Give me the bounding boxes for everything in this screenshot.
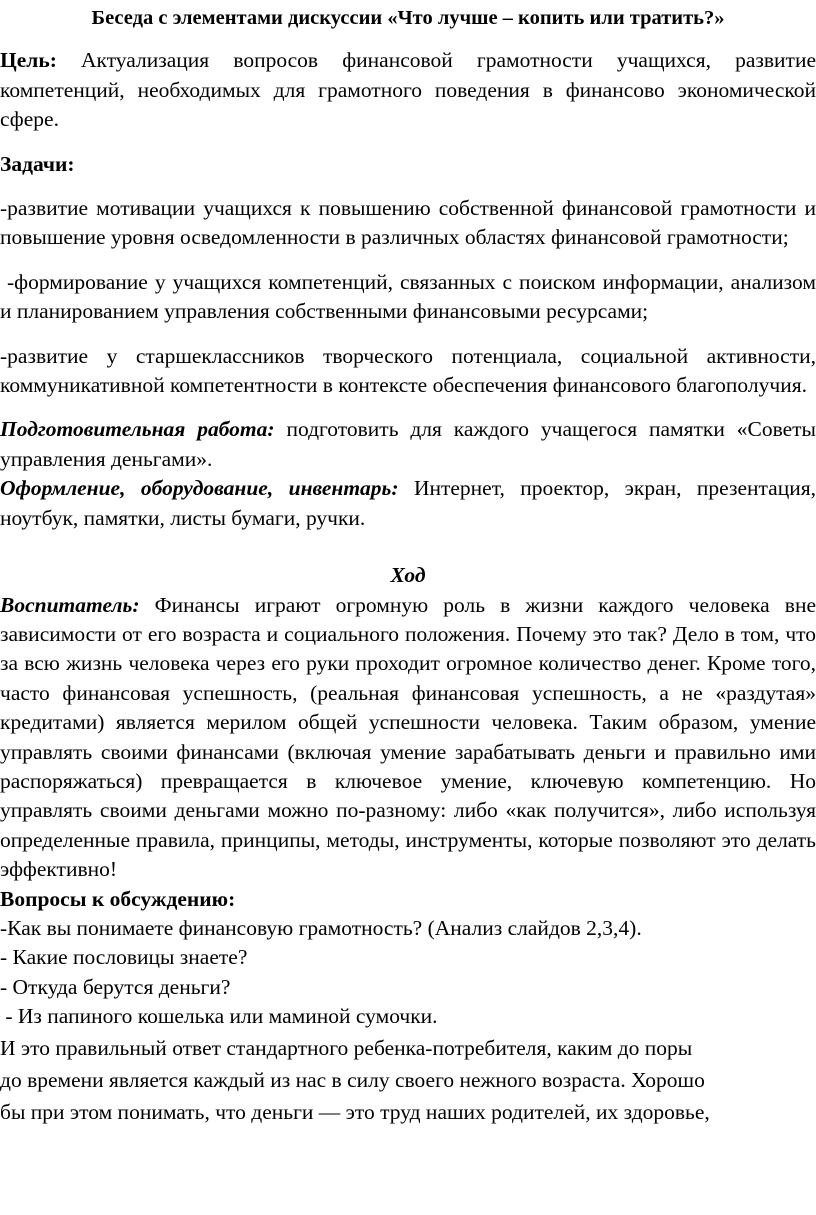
document-title: Беседа с элементами дискуссии «Что лучше – копить или тратить?» [91,7,725,29]
equipment-text: Интернет, проектор, экран, презентация, ноутбук, памятки, листы бумаги, ручки. [0,476,816,530]
goal-label: Цель: [0,48,57,73]
tasks-label: Задачи: [0,151,75,176]
hod-label: Ход [390,563,426,588]
closing-line-2: до времени является каждый из нас в силу своего нежного возраста. Хорошо [0,1067,705,1092]
tasks-heading [0,150,816,179]
closing-line-3: бы при этом понимать, что деньги — это труд наших родителей, их здоровье, [0,1099,710,1124]
questions-label: Вопросы к обсуждению: [0,886,236,911]
question-item-2: - Какие пословицы знаете? [0,945,248,970]
task-item-1: -развитие мотивации учащихся к повышению собственной финансовой грамотности и повышение уровня осведомленности в различных областях финансовой грамотности; [0,196,816,250]
question-item-3: - Откуда берутся деньги? [0,974,231,999]
section-heading-hod [0,561,816,590]
closing-line-1: И это правильный ответ стандартного ребенка-потребителя, каким до поры [0,1035,693,1060]
questions-heading [0,885,816,914]
teacher-label: Воспитатель: [0,592,140,617]
equipment-paragraph [0,474,816,533]
task-item-2: -формирование у учащихся компетенций, связанных с поиском информации, анализом и планированием управления собственными финансовыми ресурсами; [0,269,816,324]
preparation-text: подготовить для каждого учащегося памятки «Советы управления деньгами». [0,417,816,471]
question-item-4: - Из папиного кошелька или маминой сумочки. [0,1004,438,1029]
question-item-1: -Как вы понимаете финансовую грамотность? (Анализ слайдов 2,3,4). [0,915,642,940]
teacher-paragraph [0,591,816,885]
goal-text: Актуализация вопросов финансовой грамотности учащихся, развитие компетенций, необходимых для грамотного поведения в финансово экономической сфере. [0,48,816,132]
preparation-paragraph [0,415,816,474]
preparation-label: Подготовительная работа: [0,417,275,442]
teacher-text: Финансы играют огромную роль в жизни каждого человека вне зависимости от его возраста и социального положения. Почему это так? Дело в том, что за всю жизнь человека через его руки проходит огромное количество денег. Кроме того, часто финансовая успешность, (реальная финансовая успешность, а не «раздутая» кредитами) является мерилом общей успешности человека. Таким образом, умение управлять своими финансами (включая умение зарабатывать деньги и правильно ими распоряжаться) превращается в ключевое умение, ключевую компетенцию. Но управлять своими деньгами можно по-разному: либо «как получится», либо используя определенные правила, принципы, методы, инструменты, которые позволяют это делать эффективно! [0,592,816,882]
equipment-label: Оформление, оборудование, инвентарь: [0,476,399,501]
task-item-3: -развитие у старшеклассников творческого потенциала, социальной активности, коммуникативной компетентности в контексте обеспечения финансового благополучия. [0,343,816,398]
goal-paragraph [0,46,816,134]
